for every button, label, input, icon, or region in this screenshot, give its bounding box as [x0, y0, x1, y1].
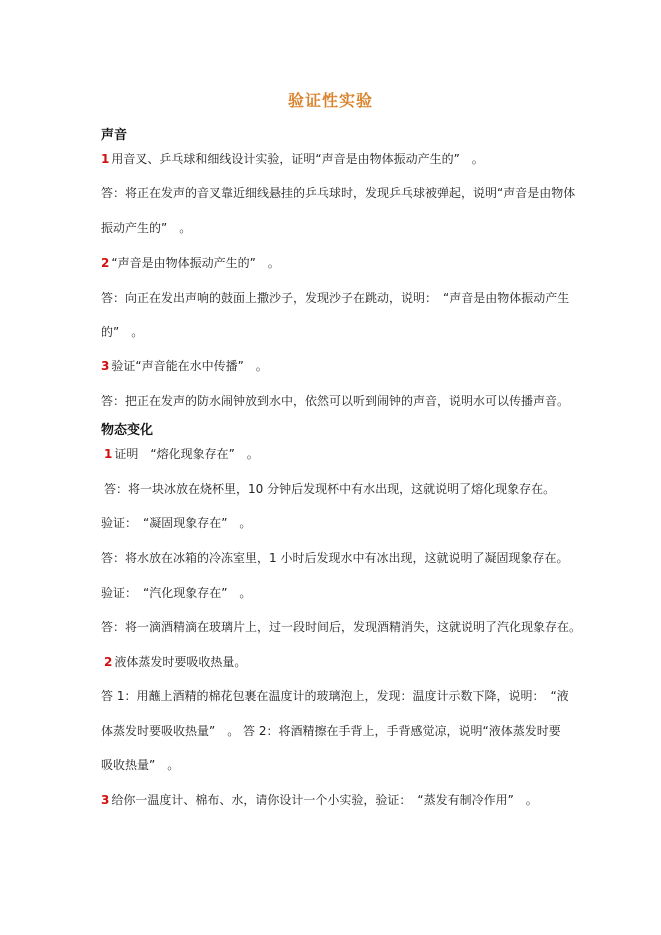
question-text: 给你一温度计、棉布、水，请你设计一个小实验，验证： “蒸发有制冷作用” 。: [111, 793, 538, 807]
question-number: 1: [101, 152, 110, 166]
question-text: “声音是由物体振动产生的” 。: [111, 256, 280, 270]
answer-line: 答：将一块冰放在烧杯里，10 分钟后发现杯中有水出现，这就说明了熔化现象存在。: [104, 482, 556, 496]
question-number: 2: [104, 655, 113, 669]
page-title: 验证性实验: [287, 91, 373, 110]
question-number: 3: [101, 793, 110, 807]
question-number: 3: [101, 359, 110, 373]
question-2: [101, 255, 571, 271]
answer-line: 吸收热量” 。: [101, 758, 180, 772]
answer-line: 答：将一滴酒精滴在玻璃片上，过一段时间后，发现酒精消失，这就说明了汽化现象存在。: [101, 620, 582, 634]
question-text: 用音叉、乒乓球和细线设计实验，证明“声音是由物体振动产生的” 。: [111, 152, 484, 166]
answer-line: 体蒸发时要吸收热量” 。 答 2：将酒精擦在手背上，手背感觉凉，说明“液体蒸发时要: [101, 724, 561, 738]
question-text: 证明 “熔化现象存在” 。: [114, 447, 259, 461]
section-heading-phase-change: 物态变化: [101, 423, 154, 438]
question-number: 2: [101, 256, 110, 270]
verify-line: 验证： “凝固现象存在” 。: [101, 516, 252, 530]
answer-line: 答：向正在发出声响的鼓面上撒沙子，发现沙子在跳动，说明： “声音是由物体振动产生: [101, 291, 570, 305]
answer-line: 的” 。: [101, 325, 144, 339]
question-1: [101, 151, 571, 167]
section-heading-sound: 声音: [101, 128, 128, 143]
verify-line: 验证： “汽化现象存在” 。: [101, 586, 252, 600]
answer-line: 振动产生的” 。: [101, 221, 192, 235]
question-1: [104, 446, 574, 462]
question-number: 1: [104, 447, 113, 461]
question-2: [104, 654, 574, 670]
answer-line: 答：把正在发声的防水闹钟放到水中，依然可以听到闹钟的声音，说明水可以传播声音。: [101, 394, 570, 408]
answer-line: 答：将正在发声的音叉靠近细线悬挂的乒乓球时，发现乒乓球被弹起，说明“声音是由物体: [101, 186, 576, 200]
answer-line: 答：将水放在冰箱的冷冻室里，1 小时后发现水中有冰出现，这就说明了凝固现象存在。: [101, 551, 569, 565]
question-3: [101, 358, 571, 374]
answer-line: 答 1：用蘸上酒精的棉花包裹在温度计的玻璃泡上，发现：温度计示数下降，说明： “液: [101, 689, 569, 703]
question-3: [101, 792, 571, 808]
question-text: 液体蒸发时要吸收热量。: [114, 655, 247, 669]
question-text: 验证“声音能在水中传播” 。: [111, 359, 268, 373]
